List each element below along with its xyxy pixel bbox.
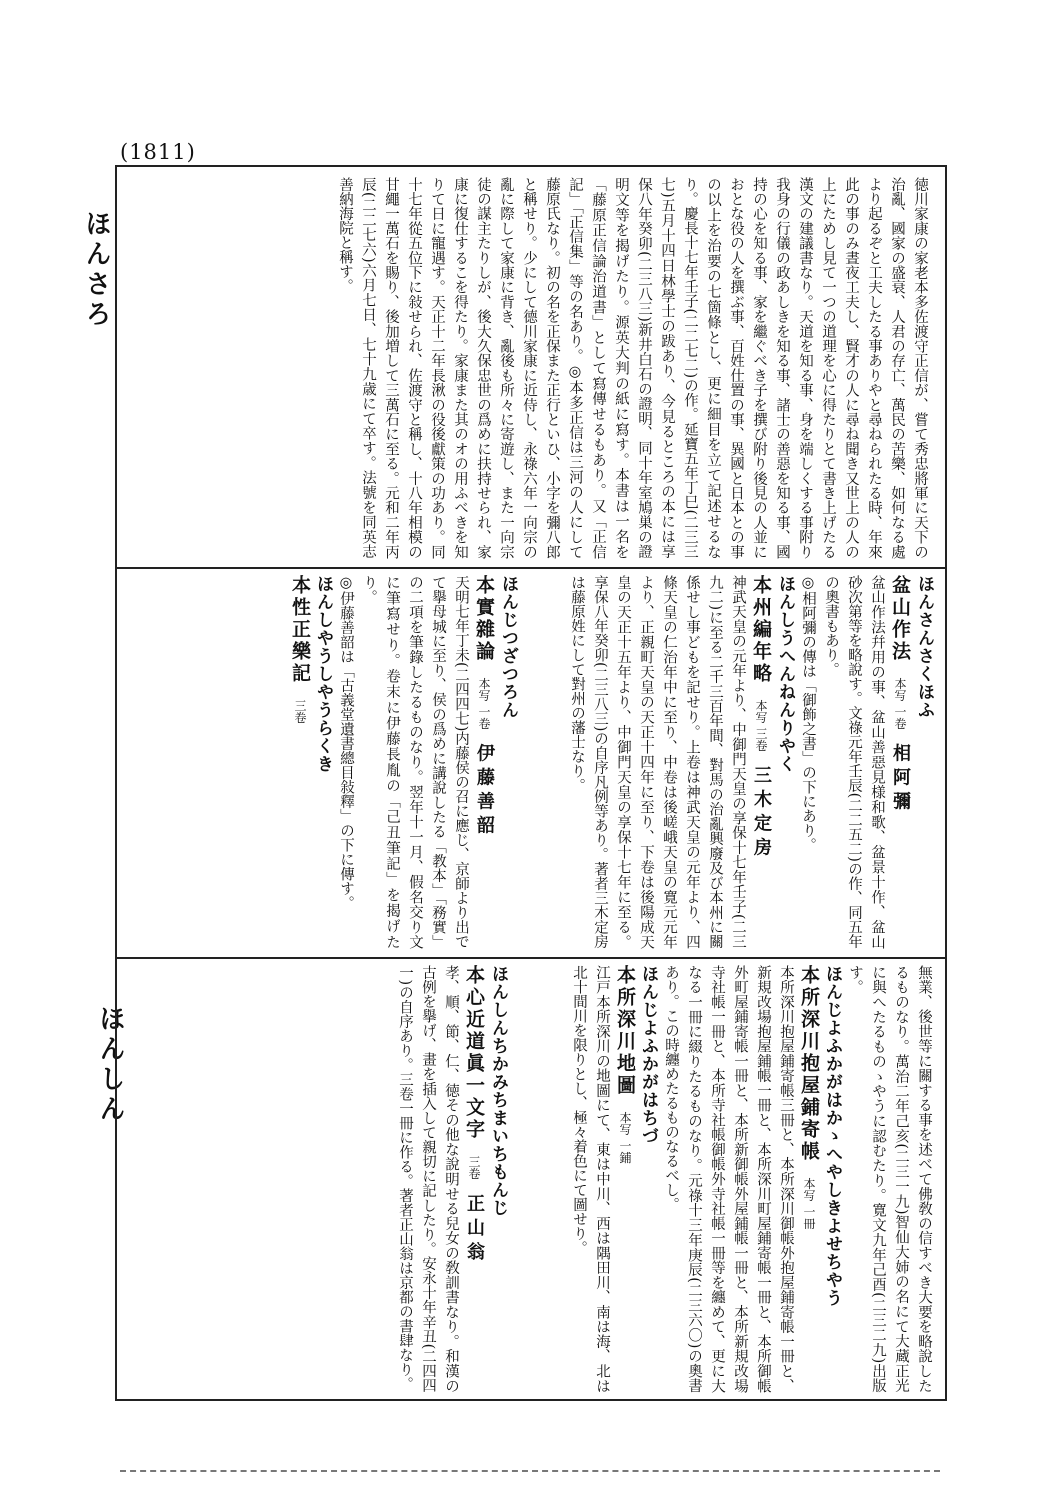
bottom-dashed-rule xyxy=(120,1470,940,1472)
entry-body-continued: 無業、後世等に關する事を述べて佛敎の信すべき大要を略說したるものなり。萬治二年己亥(二三一九)智仙大姉の名にて大蔵正光に與へたるものゝやうに認むたり。寛文九年己酉(二三二九)出版す。 xyxy=(847,965,932,1393)
entry-volumes: 三卷 xyxy=(467,1155,481,1180)
entry-author: 正山翁 xyxy=(464,1194,485,1266)
horizontal-rule-top xyxy=(117,567,945,569)
entry-body: 徳川家康の家老本多佐渡守正信が、嘗て秀忠將軍に天下の治亂、國家の盛衰、人君の存亡、萬民の苦樂、如何なる處より起るぞと工夫したる事ありやと尋ねられたる時、年來此の事のみ晝夜工夫し、賢才の人に尋ね聞き又世上の人の上にためし見て一つの道理を心に得たりとて書き上げたる漢文の建議書なり。天道を知る事、身を端しくする事附り我身の行儀の政あしきを知る事、諸士の善惡を知る事、國持の心を知る事、家を繼ぐべき子を撰び附り後見の人並におとな役の人を撰ぶ事、百姓仕置の事、異國と日本との事の以上を治要の七箇條とし、更に細目を立て記述せるなり。慶長十七年壬子(二二七二)の作。延寶五年丁巳(二三三七)五月十四日林學士の跋あり、今見るところの本には享保八年癸卯(二三八三)新井白石の證明、同十年室鳩巣の證明文等を揭げたり。源英大判の紙に寫す。本書は一名を「藤原正信論治道書」として寫傳せるもあり。又「正信記」「正信集」等の名あり。◎本多正信は三河の人にして藤原氏なり。初の名を正保また正行といひ、小字を彌八郎と稱せり。少にして德川家康に近侍し、永祿六年一向宗の亂に際して家康に背き、亂後も所々に寄遊し、また一向宗徒の謀主たりしが、後大久保忠世の爲めに扶持せられ、家康に復仕するこを得たり。家康また其のオの用ふべきを知りて日に寵遇す。天正十二年長湫の役後獻策の功あり。同十七年從五位下に敍せられ、佐渡守と稱し、十八年相模の甘繩一萬石を賜り、後加増して三萬石に至る。元和二年丙辰(二二七六)六月七日、七十九歳にて卒す。法號を同英志善納海院と稱す。 xyxy=(337,177,928,559)
entry-title: 本州編年略 xyxy=(750,575,772,685)
entry-title: 本所深川地圖 xyxy=(614,965,636,1097)
entry-author: 伊藤善韶 xyxy=(474,743,495,840)
entry-body: 盆山作法幷用の事、盆山善惡見様和歌、盆景十作、盆山砂次第等を略說す。文祿元年壬辰(二二五二)の作、同五年の奧書もあり。 xyxy=(823,575,885,949)
entry-title: 盆山作法 xyxy=(889,575,911,663)
entry-reading: ほんじよふかがはかゝへやしきよせちやう xyxy=(822,965,842,1307)
entry-title: 本心近道眞一文字 xyxy=(463,965,485,1141)
entry-group-middle-left xyxy=(127,575,519,949)
entry-author: 三木定房 xyxy=(751,765,772,862)
entry-volumes: 本写 一卷 xyxy=(477,677,491,730)
entry-note: ◎伊藤善韶は「古義堂遺書總目敍釋」の下に傳す。 xyxy=(338,575,354,910)
entry-volumes: 本写 一冊 xyxy=(802,1177,816,1230)
margin-heading-bottom: ほんしん xyxy=(95,1005,125,1125)
entry-reading: ほんしんちかみちまいちもんじ xyxy=(488,965,508,1217)
entry-body: 江戸本所深川の地圖にて、東は中川、西は隅田川、南は海、北は北十間川を限りとし、極々着色にて圖せり。 xyxy=(571,965,610,1393)
entry-group-bottom-left xyxy=(137,965,509,1393)
entry-reading: ほんしやうしやうらくき xyxy=(313,575,333,773)
entry-honsaroku xyxy=(139,177,931,559)
page-frame xyxy=(115,165,947,1401)
entry-group-bottom-right xyxy=(517,965,935,1393)
entry-title: 本所深川抱屋鋪寄帳 xyxy=(798,965,820,1163)
entry-reading: ほんじつざつろん xyxy=(498,575,518,719)
horizontal-rule-bottom xyxy=(117,957,945,959)
entry-reading: ほんじよふかがはちづ xyxy=(638,965,658,1145)
entry-body: 本所深川抱屋鋪寄帳三冊と、本所深川御帳外抱屋鋪寄帳一冊と、新規改場抱屋鋪帳一冊と、本所深川町屋鋪寄帳一冊と、本所御帳外町屋鋪寄帳一冊と、本所新御帳外屋鋪帳一冊と、本所新規改場寺社帳一冊と、本所寺社帳御帳外寺社帳一冊等を纏めて、更に大なる一冊に綴りたるものなり。元祿十三年庚辰(二三六〇)の奧書あり。この時纏めたるものなるべし。 xyxy=(663,965,794,1393)
entry-body: 神武天皇の元年より、中御門天皇の享保十七年壬子(二三九二)に至る二千三百年間、對馬の治亂興廢及び本州に關係せし事どもを記せり。上卷は神武天皇の元年より、四條天皇の仁治年中に至り、中卷は後嵯峨天皇の寛元元年より、正親町天皇の天正十四年に至り、下卷は後陽成天皇の天正十五年より、中御門天皇の享保十七年に至る。享保八年癸卯(二三八三)の自序凡例等あり。著者三木定房は藤原姓にして對州の藩士なり。 xyxy=(569,575,746,949)
entry-group-middle-right xyxy=(525,575,935,949)
entry-body: 孝、順、節、仁、徳その他な說明せる兒女の敎訓書なり。和漢の古例を擧げ、畫を插入して親切に記したり。安永十年辛丑(二四四一)の自序あり。三卷一冊に作る。著者正山翁は京都の書肆なり。 xyxy=(397,965,459,1393)
entry-title: 本性正樂記 xyxy=(289,575,311,685)
margin-heading-top: ほんさろ xyxy=(81,210,111,330)
entry-title: 本實雜論 xyxy=(473,575,495,663)
entry-reading: ほんしうへんねんりやく xyxy=(775,575,795,773)
entry-volumes: 本写 三卷 xyxy=(754,699,768,752)
entry-body: 天明七年丁未(二四四七)内藤侯の召に應じ、京師より出でて擧母城に至り、侯の爲めに講說したる「教本」「務實」の二項を筆錄したるものなり。翌年十一月、假名交り文に筆寫せり。卷末に伊藤長胤の「己丑筆記」を揭げたり。 xyxy=(361,575,469,949)
entry-volumes: 本写 一鋪 xyxy=(618,1111,632,1164)
entry-author: 相阿彌 xyxy=(890,743,911,816)
entry-volumes: 三卷 xyxy=(293,699,307,724)
entry-reading: ほんさんさくほふ xyxy=(914,575,934,719)
page-number: (1811) xyxy=(120,140,196,164)
entry-note: ◎相阿彌の傳は「御飾之書」の下にあり。 xyxy=(800,575,816,852)
entry-volumes: 本写 一卷 xyxy=(893,677,907,730)
